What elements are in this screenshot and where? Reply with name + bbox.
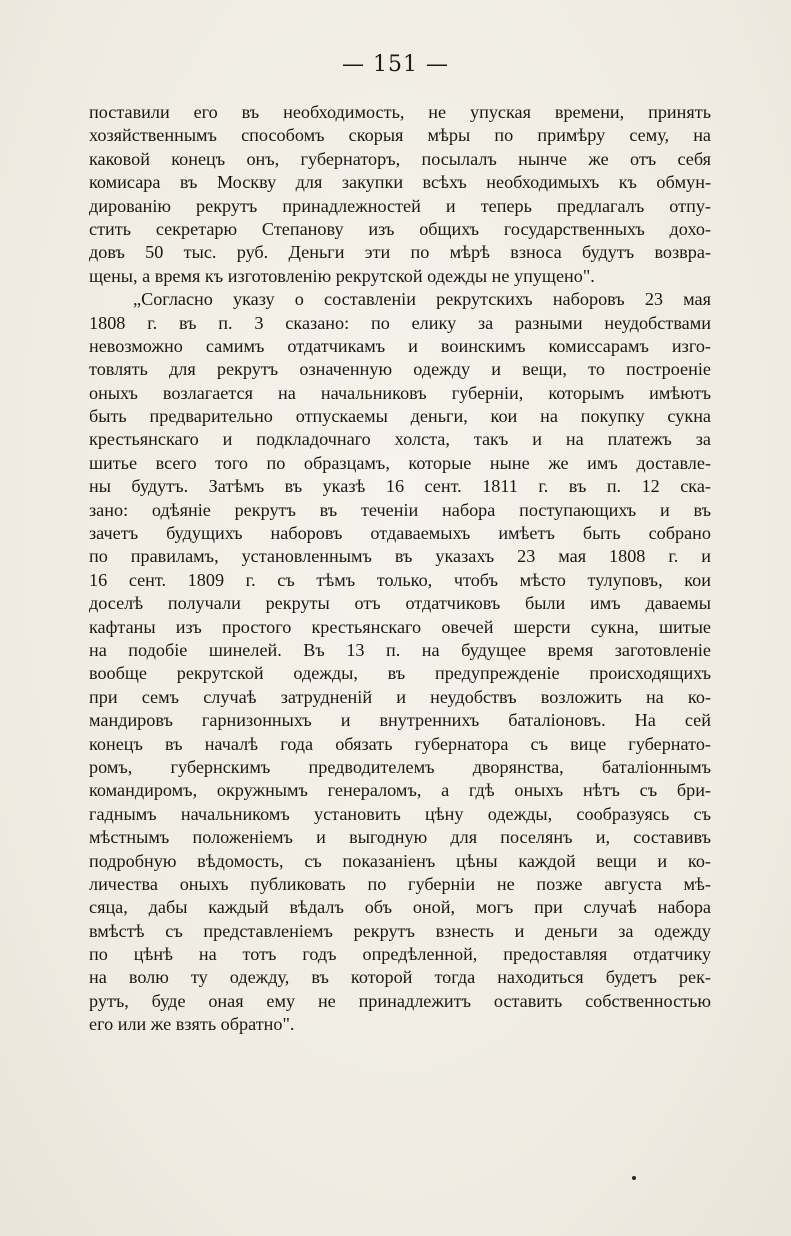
text-line: 1808 г. въ п. 3 сказано: по елику за разными неудобствами (89, 312, 711, 333)
text-line: хозяйственнымъ способомъ скорыя мѣры по примѣру сему, на (89, 125, 711, 146)
text-line: на волю ту одежду, въ которой тогда находиться будетъ рек- (89, 967, 711, 988)
paper-speck (632, 1176, 636, 1180)
text-line: гаднымъ начальникомъ установить цѣну одежды, сообразуясь съ (89, 803, 711, 824)
text-line: рутъ, буде оная ему не принадлежитъ оставить собственностью (89, 990, 711, 1011)
text-line: „Согласно указу о составленіи рекрутскихъ наборовъ 23 мая (133, 289, 711, 310)
text-line: доселѣ получали рекруты отъ отдатчиковъ были имъ даваемы (89, 593, 711, 614)
text-line: поставили его въ необходимость, не упуская времени, принять (89, 102, 711, 122)
text-line: крестьянскаго и подкладочнаго холста, такъ и на платежъ за (89, 429, 711, 450)
text-line: вмѣстѣ съ представленіемъ рекрутъ взнесть и деньги за одежду (89, 920, 711, 941)
text-line: при семъ случаѣ затрудненій и неудобствъ возложить на ко- (89, 686, 711, 707)
text-line: товлять для рекрутъ означенную одежду и вещи, то построеніе (89, 359, 711, 380)
text-line: комисара въ Москву для закупки всѣхъ необходимыхъ къ обмун- (89, 172, 711, 193)
text-line: оныхъ возлагается на начальниковъ губерніи, которымъ имѣютъ (89, 382, 711, 403)
text-line: по правиламъ, установленнымъ въ указахъ 23 мая 1808 г. и (89, 546, 711, 567)
text-line: ны будутъ. Затѣмъ въ указѣ 16 сент. 1811 г. въ п. 12 ска- (89, 476, 711, 497)
page-number: — 151 — (342, 52, 449, 77)
text-line: мѣстнымъ положеніемъ и выгодную для поселянъ и, составивъ (89, 827, 711, 848)
text-line: вообще рекрутской одежды, въ предупрежденіе происходящихъ (89, 663, 711, 684)
text-line: дированію рекрутъ принадлежностей и теперь предлагалъ отпу- (89, 195, 711, 216)
text-line: каковой конецъ онъ, губернаторъ, посылалъ нынче же отъ себя (89, 148, 711, 169)
text-line: невозможно самимъ отдатчикамъ и воинскимъ комиссарамъ изго- (89, 335, 711, 356)
text-line: личества оныхъ публиковать по губерніи не позже августа мѣ- (89, 873, 711, 894)
text-line: конецъ въ началѣ года обязать губернатора съ вице губернато- (89, 733, 711, 754)
body-text (89, 101, 711, 1037)
text-line: щены, а время къ изготовленію рекрутской одежды не упущено". (89, 265, 595, 286)
text-line: подробную вѣдомость, съ показаніенъ цѣны каждой вещи и ко- (89, 850, 711, 871)
text-line: на подобіе шинелей. Въ 13 п. на будущее время заготовленіе (89, 639, 711, 660)
text-line: командиромъ, окружнымъ генераломъ, а гдѣ оныхъ нѣтъ съ бри- (89, 780, 711, 801)
text-line: кафтаны изъ простого крестьянскаго овечей шерсти сукна, шитые (89, 616, 711, 637)
text-line: сяца, дабы каждый вѣдалъ объ оной, могъ при случаѣ набора (89, 897, 711, 918)
text-line: быть предварительно отпускаемы деньги, кои на покупку сукна (89, 406, 711, 427)
text-line: зано: одѣяніе рекрутъ въ теченіи набора поступающихъ и въ (89, 499, 711, 520)
text-line: 16 сент. 1809 г. съ тѣмъ только, чтобъ мѣсто тулуповъ, кои (89, 569, 711, 590)
text-line: его или же взять обратно". (89, 1014, 295, 1035)
text-line: довъ 50 тыс. руб. Деньги эти по мѣрѣ взноса будутъ возвра- (89, 242, 711, 263)
text-line: по цѣнѣ на тотъ годъ опредѣленной, предоставляя отдатчику (89, 944, 711, 965)
text-line: мандировъ гарнизонныхъ и внутреннихъ баталіоновъ. На сей (89, 710, 711, 731)
text-line: шитье всего того по образцамъ, которые ныне же имъ доставле- (89, 452, 711, 473)
text-line: ромъ, губернскимъ предводителемъ дворянства, баталіоннымъ (89, 756, 711, 777)
text-line: зачетъ будущихъ наборовъ отдаваемыхъ имѣетъ быть собрано (89, 523, 711, 544)
text-line: стить секретарю Степанову изъ общихъ государственныхъ дохо- (89, 218, 711, 239)
